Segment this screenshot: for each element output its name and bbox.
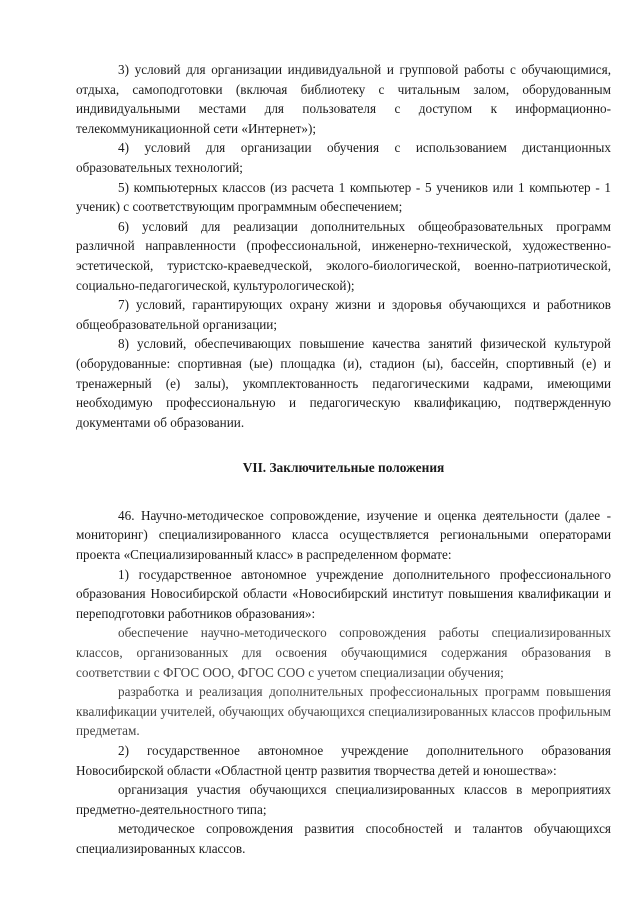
list-item-6: 6) условий для реализации дополнительных общеобразовательных программ различной направленности (профессиональной, инженерно-технической, художественно-эстетической, туристско-краеведческой, эколого-биологической, военно-патриотической, социально-педагогической, культурологической); <box>76 218 611 293</box>
operator-2-task-2: методическое сопровождения развития способностей и талантов обучающихся специализированных классов. <box>76 821 611 856</box>
operator-1-task-2: разработка и реализация дополнительных профессиональных программ повышения квалификации учителей, обучающих обучающихся специализированных классов профильным предметам. <box>76 684 611 739</box>
operator-1: 1) государственное автономное учреждение дополнительного профессионального образования Новосибирской области «Новосибирский институт повышения квалификации и переподготовки работников образования»: <box>76 566 611 621</box>
list-item-4: 4) условий для организации обучения с использованием дистанционных образовательных технологий; <box>76 140 611 175</box>
operator-2-task-1: организация участия обучающихся специализированных классов в мероприятиях предметно-деятельностного типа; <box>76 782 611 817</box>
clause-46: 46. Научно-методическое сопровождение, изучение и оценка деятельности (далее - мониторинг) специализированного класса осуществляется региональными операторами проекта «Специализированный класс» в распределенном формате: <box>76 507 611 563</box>
list-item-8: 8) условий, обеспечивающих повышение качества занятий физической культурой (оборудованные: спортивная (ые) площадка (и), стадион (ы), бассейн, спортивный (е) и тренажерный (е) залы), укомплектованность педагогическими кадрами, имеющими необходимую профессиональную и педагогическую квалификацию, подтвержденную документами об образовании. <box>76 336 611 430</box>
operator-1-task-1: обеспечение научно-методического сопровождения работы специализированных классов, организованных для освоения обучающимися содержания образования в соответствии с ФГОС ООО, ФГОС СОО с учетом специализации обучения; <box>76 625 611 680</box>
section-heading: VII. Заключительные положения <box>242 460 445 476</box>
document-page <box>76 60 611 859</box>
list-item-5: 5) компьютерных классов (из расчета 1 компьютер - 5 учеников или 1 компьютер - 1 ученик) с соответствующим программным обеспечением; <box>76 179 611 215</box>
operator-2: 2) государственное автономное учреждение дополнительного образования Новосибирской области «Областной центр развития творчества детей и юношества»: <box>76 743 611 778</box>
list-item-7: 7) условий, гарантирующих охрану жизни и здоровья обучающихся и работников общеобразовательной организации; <box>76 297 611 332</box>
list-item-3: 3) условий для организации индивидуальной и групповой работы с обучающимися, отдыха, самоподготовки (включая библиотеку с читальным залом, оборудованным индивидуальными местами для пользователя с доступом к информационно-телекоммуникационной сети «Интернет»); <box>76 62 611 136</box>
